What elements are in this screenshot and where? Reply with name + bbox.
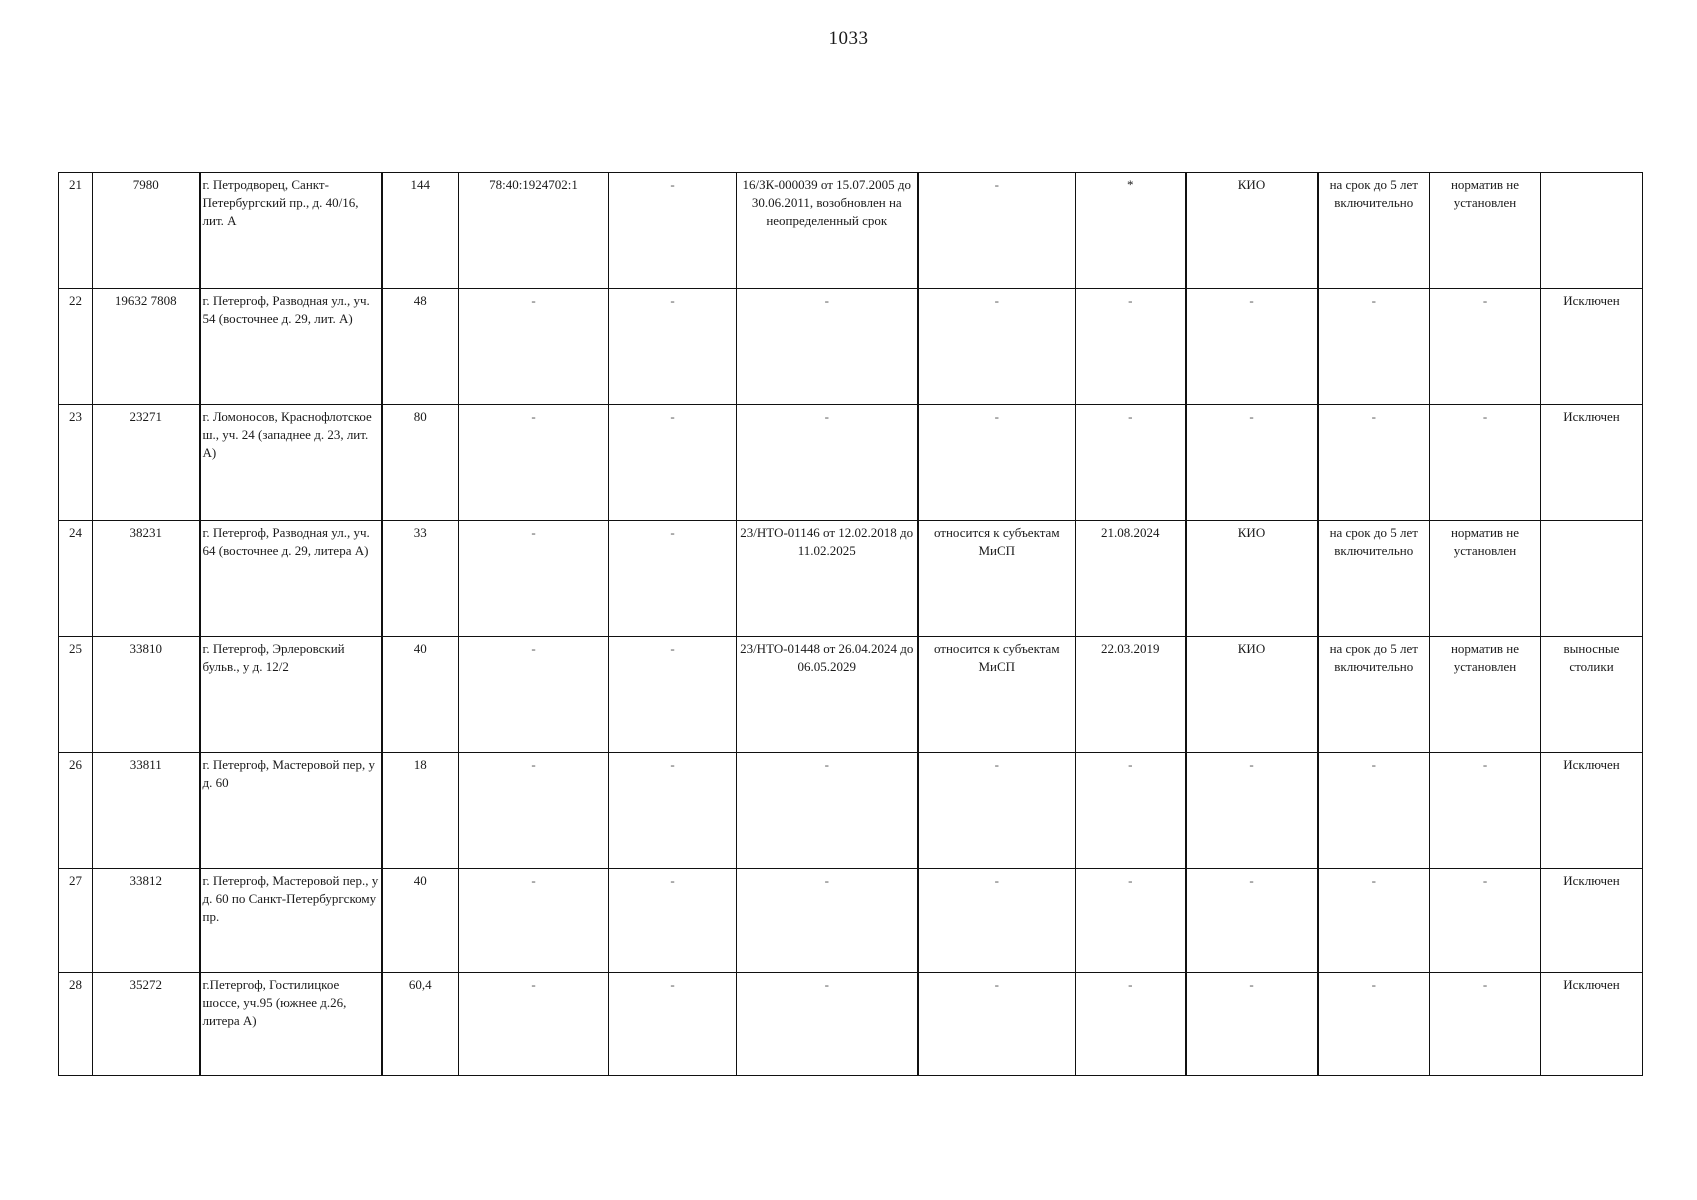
norm-cell: - bbox=[1430, 869, 1541, 973]
note-cell: выносные столики bbox=[1541, 637, 1643, 753]
contract-cell: - bbox=[737, 869, 918, 973]
organization-cell: КИО bbox=[1186, 173, 1318, 289]
table-row bbox=[59, 753, 1643, 869]
address-cell: г. Петергоф, Мастеровой пер, у д. 60 bbox=[200, 753, 382, 869]
extra-cell: - bbox=[609, 753, 737, 869]
cadastral-number-cell: - bbox=[459, 753, 609, 869]
address-cell: г. Петродворец, Санкт-Петербургский пр., д. 40/16, лит. А bbox=[200, 173, 382, 289]
cadastral-number-cell: - bbox=[459, 521, 609, 637]
contract-cell: - bbox=[737, 405, 918, 521]
note-cell bbox=[1541, 521, 1643, 637]
row-number-cell: 27 bbox=[59, 869, 93, 973]
address-cell: г. Петергоф, Мастеровой пер., у д. 60 по Санкт-Петербургскому пр. bbox=[200, 869, 382, 973]
row-number-cell: 22 bbox=[59, 289, 93, 405]
contract-cell: 23/НТО-01448 от 26.04.2024 до 06.05.2029 bbox=[737, 637, 918, 753]
note-cell bbox=[1541, 173, 1643, 289]
address-cell: г. Петергоф, Разводная ул., уч. 54 (восточнее д. 29, лит. А) bbox=[200, 289, 382, 405]
organization-cell: КИО bbox=[1186, 637, 1318, 753]
registry-table-body bbox=[59, 173, 1643, 1076]
object-id-cell: 33811 bbox=[93, 753, 200, 869]
cadastral-number-cell: - bbox=[459, 973, 609, 1076]
term-cell: - bbox=[1318, 753, 1430, 869]
extra-cell: - bbox=[609, 405, 737, 521]
date-cell: - bbox=[1076, 289, 1186, 405]
date-cell: 22.03.2019 bbox=[1076, 637, 1186, 753]
cadastral-number-cell: 78:40:1924702:1 bbox=[459, 173, 609, 289]
area-cell: 40 bbox=[382, 869, 459, 973]
msp-status-cell: - bbox=[918, 289, 1076, 405]
area-cell: 60,4 bbox=[382, 973, 459, 1076]
object-id-cell: 33810 bbox=[93, 637, 200, 753]
norm-cell: - bbox=[1430, 973, 1541, 1076]
extra-cell: - bbox=[609, 173, 737, 289]
term-cell: на срок до 5 лет включительно bbox=[1318, 173, 1430, 289]
term-cell: на срок до 5 лет включительно bbox=[1318, 521, 1430, 637]
object-id-cell: 35272 bbox=[93, 973, 200, 1076]
address-cell: г. Петергоф, Эрлеровский бульв., у д. 12/2 bbox=[200, 637, 382, 753]
norm-cell: норматив не установлен bbox=[1430, 637, 1541, 753]
extra-cell: - bbox=[609, 869, 737, 973]
object-id-cell: 38231 bbox=[93, 521, 200, 637]
area-cell: 48 bbox=[382, 289, 459, 405]
msp-status-cell: - bbox=[918, 973, 1076, 1076]
extra-cell: - bbox=[609, 973, 737, 1076]
note-cell: Исключен bbox=[1541, 405, 1643, 521]
registry-table bbox=[58, 172, 1643, 1076]
table-row bbox=[59, 405, 1643, 521]
msp-status-cell: - bbox=[918, 405, 1076, 521]
organization-cell: - bbox=[1186, 973, 1318, 1076]
organization-cell: - bbox=[1186, 405, 1318, 521]
address-cell: г. Петергоф, Разводная ул., уч. 64 (восточнее д. 29, литера А) bbox=[200, 521, 382, 637]
note-cell: Исключен bbox=[1541, 289, 1643, 405]
date-cell: - bbox=[1076, 405, 1186, 521]
row-number-cell: 24 bbox=[59, 521, 93, 637]
date-cell: * bbox=[1076, 173, 1186, 289]
cadastral-number-cell: - bbox=[459, 637, 609, 753]
contract-cell: - bbox=[737, 753, 918, 869]
table-row bbox=[59, 973, 1643, 1076]
area-cell: 18 bbox=[382, 753, 459, 869]
area-cell: 33 bbox=[382, 521, 459, 637]
object-id-cell: 19632 7808 bbox=[93, 289, 200, 405]
term-cell: на срок до 5 лет включительно bbox=[1318, 637, 1430, 753]
row-number-cell: 21 bbox=[59, 173, 93, 289]
contract-cell: - bbox=[737, 973, 918, 1076]
area-cell: 144 bbox=[382, 173, 459, 289]
note-cell: Исключен bbox=[1541, 753, 1643, 869]
table-row bbox=[59, 869, 1643, 973]
contract-cell: - bbox=[737, 289, 918, 405]
cadastral-number-cell: - bbox=[459, 405, 609, 521]
contract-cell: 23/НТО-01146 от 12.02.2018 до 11.02.2025 bbox=[737, 521, 918, 637]
term-cell: - bbox=[1318, 405, 1430, 521]
extra-cell: - bbox=[609, 289, 737, 405]
norm-cell: норматив не установлен bbox=[1430, 173, 1541, 289]
page-number: 1033 bbox=[828, 28, 869, 49]
extra-cell: - bbox=[609, 521, 737, 637]
contract-cell: 16/ЗК-000039 от 15.07.2005 до 30.06.2011, возобновлен на неопределенный срок bbox=[737, 173, 918, 289]
object-id-cell: 23271 bbox=[93, 405, 200, 521]
note-cell: Исключен bbox=[1541, 869, 1643, 973]
msp-status-cell: - bbox=[918, 753, 1076, 869]
address-cell: г. Ломоносов, Краснофлотское ш., уч. 24 (западнее д. 23, лит. А) bbox=[200, 405, 382, 521]
norm-cell: - bbox=[1430, 405, 1541, 521]
organization-cell: - bbox=[1186, 869, 1318, 973]
row-number-cell: 25 bbox=[59, 637, 93, 753]
term-cell: - bbox=[1318, 869, 1430, 973]
term-cell: - bbox=[1318, 289, 1430, 405]
cadastral-number-cell: - bbox=[459, 869, 609, 973]
msp-status-cell: относится к субъектам МиСП bbox=[918, 521, 1076, 637]
table-row bbox=[59, 521, 1643, 637]
row-number-cell: 23 bbox=[59, 405, 93, 521]
term-cell: - bbox=[1318, 973, 1430, 1076]
extra-cell: - bbox=[609, 637, 737, 753]
norm-cell: - bbox=[1430, 289, 1541, 405]
cadastral-number-cell: - bbox=[459, 289, 609, 405]
organization-cell: - bbox=[1186, 289, 1318, 405]
date-cell: - bbox=[1076, 973, 1186, 1076]
msp-status-cell: - bbox=[918, 173, 1076, 289]
table-row bbox=[59, 637, 1643, 753]
object-id-cell: 7980 bbox=[93, 173, 200, 289]
norm-cell: - bbox=[1430, 753, 1541, 869]
table-row bbox=[59, 289, 1643, 405]
row-number-cell: 28 bbox=[59, 973, 93, 1076]
norm-cell: норматив не установлен bbox=[1430, 521, 1541, 637]
table-row bbox=[59, 173, 1643, 289]
row-number-cell: 26 bbox=[59, 753, 93, 869]
msp-status-cell: относится к субъектам МиСП bbox=[918, 637, 1076, 753]
organization-cell: - bbox=[1186, 753, 1318, 869]
organization-cell: КИО bbox=[1186, 521, 1318, 637]
address-cell: г.Петергоф, Гостилицкое шоссе, уч.95 (южнее д.26, литера А) bbox=[200, 973, 382, 1076]
note-cell: Исключен bbox=[1541, 973, 1643, 1076]
date-cell: - bbox=[1076, 869, 1186, 973]
area-cell: 80 bbox=[382, 405, 459, 521]
area-cell: 40 bbox=[382, 637, 459, 753]
object-id-cell: 33812 bbox=[93, 869, 200, 973]
date-cell: - bbox=[1076, 753, 1186, 869]
msp-status-cell: - bbox=[918, 869, 1076, 973]
date-cell: 21.08.2024 bbox=[1076, 521, 1186, 637]
